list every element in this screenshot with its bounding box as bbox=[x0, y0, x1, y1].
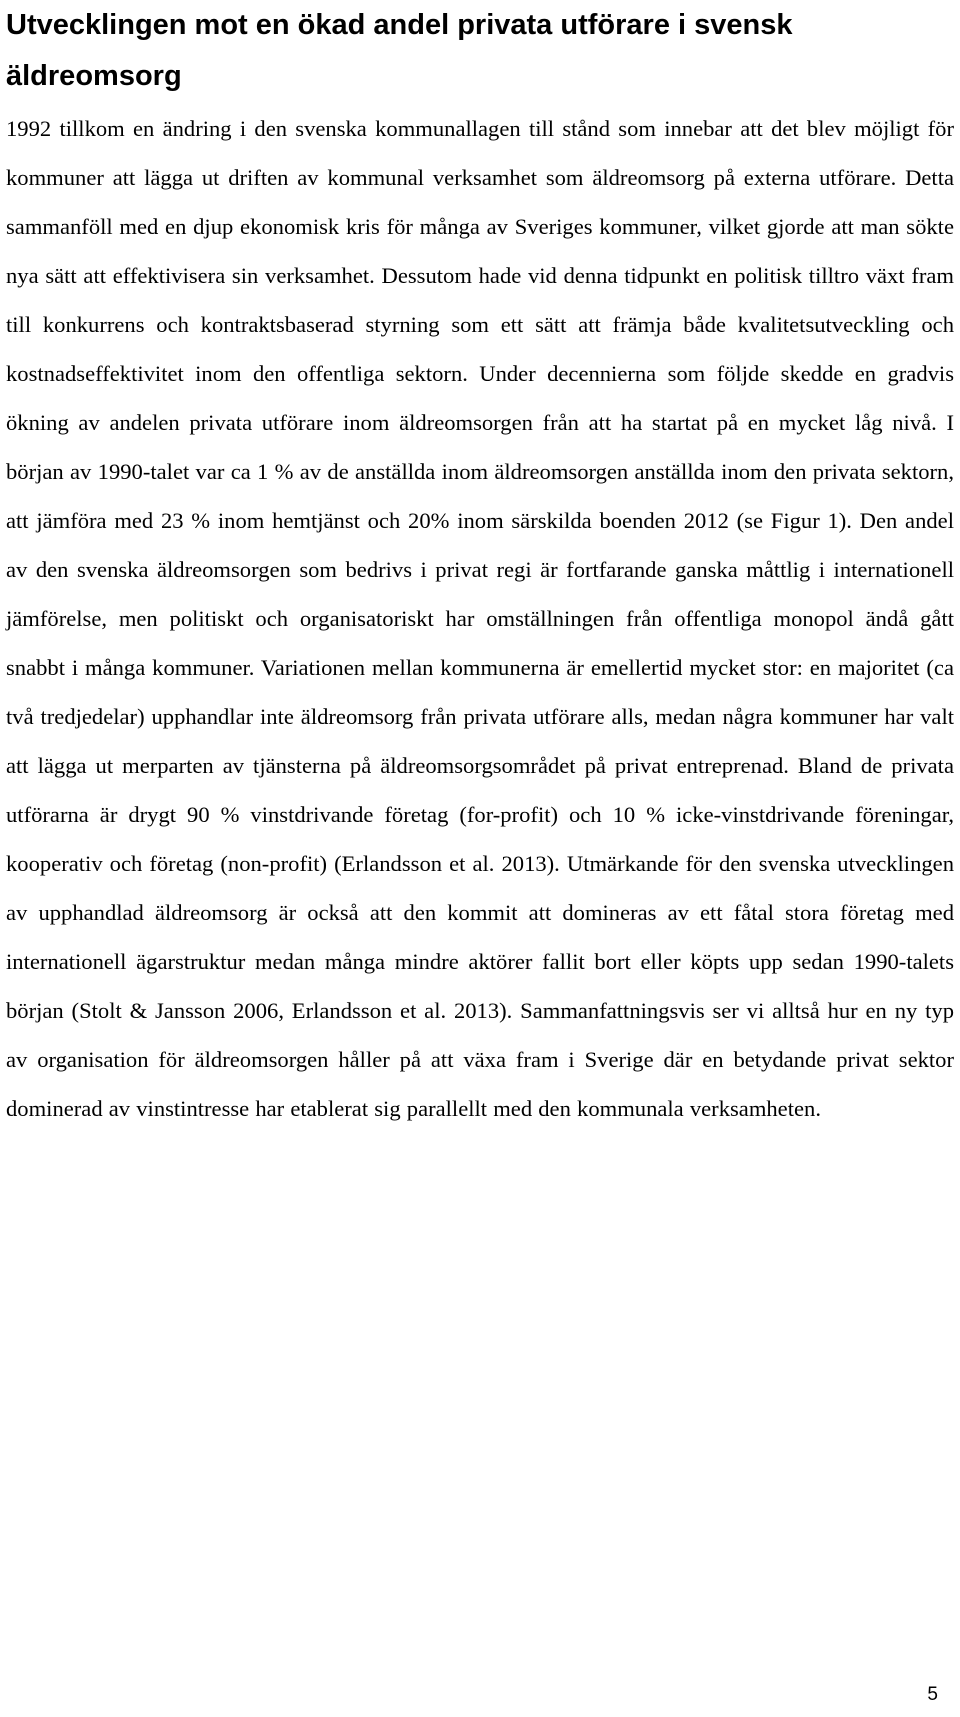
page-number: 5 bbox=[927, 1684, 938, 1705]
section-heading: Utvecklingen mot en ökad andel privata utförare i svensk äldreomsorg bbox=[6, 9, 793, 92]
body-paragraph: 1992 tillkom en ändring i den svenska kommunallagen till stånd som innebar att det blev möjligt för kommuner att lägga ut driften av kommunal verksamhet som äldreomsorg på externa utförare. Detta sammanföll med en djup ekonomisk kris för många av Sveriges kommuner, vilket gjorde att man sökte nya sätt att effektivisera sin verksamhet. Dessutom hade vid denna tidpunkt en politisk tilltro växt fram till konkurrens och kontraktsbaserad styrning som ett sätt att främja både kvalitetsutveckling och kostnadseffektivitet inom den offentliga sektorn. Under decennierna som följde skedde en gradvis ökning av andelen privata utförare inom äldreomsorgen från att ha startat på en mycket låg nivå. I början av 1990-talet var ca 1 % av de anställda inom äldreomsorgen anställda inom den privata sektorn, att jämföra med 23 % inom hemtjänst och 20% inom särskilda boenden 2012 (se Figur 1). Den andel av den svenska äldreomsorgen som bedrivs i privat regi är fortfarande ganska måttlig i internationell jämförelse, men politiskt och organisatoriskt har omställningen från offentliga monopol ändå gått snabbt i många kommuner. Variationen mellan kommunerna är emellertid mycket stor: en majoritet (ca två tredjedelar) upphandlar inte äldreomsorg från privata utförare alls, medan några kommuner har valt att lägga ut merparten av tjänsterna på äldreomsorgsområdet på privat entreprenad. Bland de privata utförarna är drygt 90 % vinstdrivande företag (for-profit) och 10 % icke-vinstdrivande föreningar, kooperativ och företag (non-profit) (Erlandsson et al. 2013). Utmärkande för den svenska utvecklingen av upphandlad äldreomsorg är också att den kommit att domineras av ett fåtal stora företag med internationell ägarstruktur medan många mindre aktörer fallit bort eller köpts upp sedan 1990-talets början (Stolt & Jansson 2006, Erlandsson et al. 2013). Sammanfattningsvis ser vi alltså hur en ny typ av organisation för äldreomsorgen håller på att växa fram i Sverige där en betydande privat sektor dominerad av vinstintresse har etablerat sig parallellt med den kommunala verksamheten. bbox=[6, 116, 954, 1121]
